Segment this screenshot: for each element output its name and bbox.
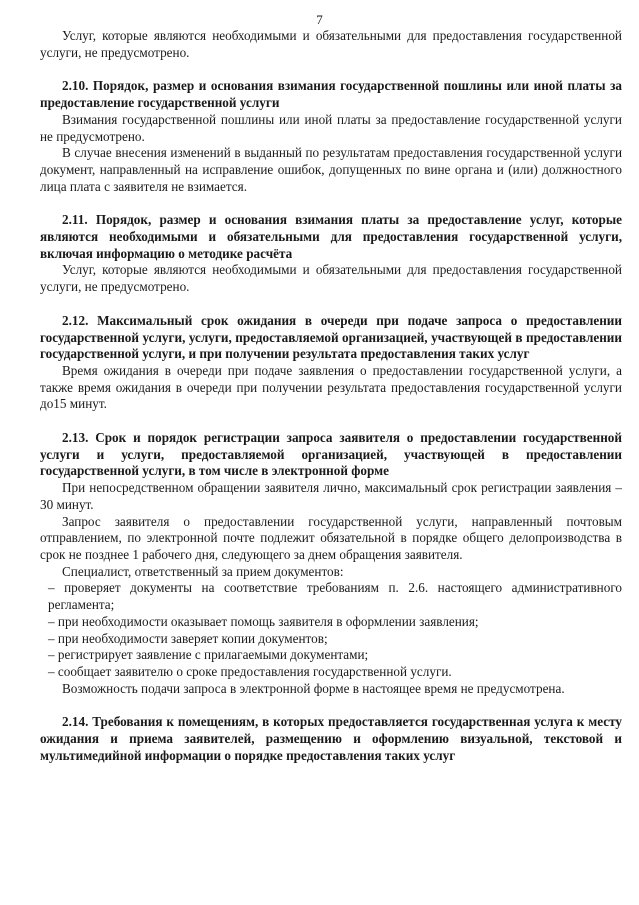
section-heading-2-14: 2.14. Требования к помещениям, в которых предоставляется государственная услуга к месту ожидания и приема заявителей, размещению и оформлению визуальной, текстовой и мультимедийной информации о порядке предоставления таких услуг [40,714,622,763]
section-heading-2-13: 2.13. Срок и порядок регистрации запроса заявителя о предоставлении государственной услуги и услуги, предоставляемой организацией, участвующей в предоставлении государственной услуги, в том числе в электронной форме [40,430,622,479]
page-number: 7 [316,12,323,27]
paragraph: Запрос заявителя о предоставлении государственной услуги, направленный почтовым отправлением, по электронной почте подлежит обязательной в порядке общего делопроизводства в срок не позднее 1 рабочего дня, следующего за днем обращения заявителя. [40,513,622,562]
list-item: – сообщает заявителю о сроке предоставления государственной услуги. [48,663,452,679]
list-item: – проверяет документы на соответствие требованиям п. 2.6. настоящего административного регламента; [48,580,622,613]
paragraph: Услуг, которые являются необходимыми и обязательными для предоставления государственной услуги, не предусмотрено. [40,262,622,295]
list-item: – при необходимости заверяет копии документов; [48,630,328,646]
paragraph: При непосредственном обращении заявителя лично, максимальный срок регистрации заявления – 30 минут. [40,480,622,512]
paragraph: Время ожидания в очереди при подаче заявления о предоставлении государственной услуги, а также время ожидания в очереди при получении результата предоставления государственной услуги до15 минут. [40,362,622,412]
paragraph: Услуг, которые являются необходимыми и обязательными для предоставления государственной услуги, не предусмотрено. [40,28,622,60]
section-heading-2-12: 2.12. Максимальный срок ожидания в очереди при подаче запроса о предоставлении государственной услуги, услуги, предоставляемой организацией, участвующей в предоставлении государственной услуги, и при получении результата предоставления таких услуг [40,312,622,362]
list-item: – при необходимости оказывает помощь заявителя в оформлении заявления; [48,613,479,629]
paragraph: Возможность подачи запроса в электронной форме в настоящее время не предусмотрена. [62,680,565,696]
list-item: – регистрирует заявление с прилагаемыми документами; [48,647,369,663]
section-heading-2-11: 2.11. Порядок, размер и основания взимания платы за предоставление услуг, которые являются необходимыми и обязательными для предоставления государственной услуги, включая информацию о методике расчёта [40,212,622,261]
document-body [40,28,622,764]
paragraph: Взимания государственной пошлины или иной платы за предоставление государственной услуги не предусмотрено. [40,111,622,144]
paragraph: В случае внесения изменений в выданный по результатам предоставления государственной услуги документ, направленный на исправление ошибок, допущенных по вине органа и (или) должностного лица плата с заявителя не взимается. [40,145,622,194]
section-heading-2-10: 2.10. Порядок, размер и основания взимания государственной пошлины или иной платы за предоставление государственной услуги [40,78,622,111]
paragraph: Специалист, ответственный за прием документов: [62,563,344,579]
